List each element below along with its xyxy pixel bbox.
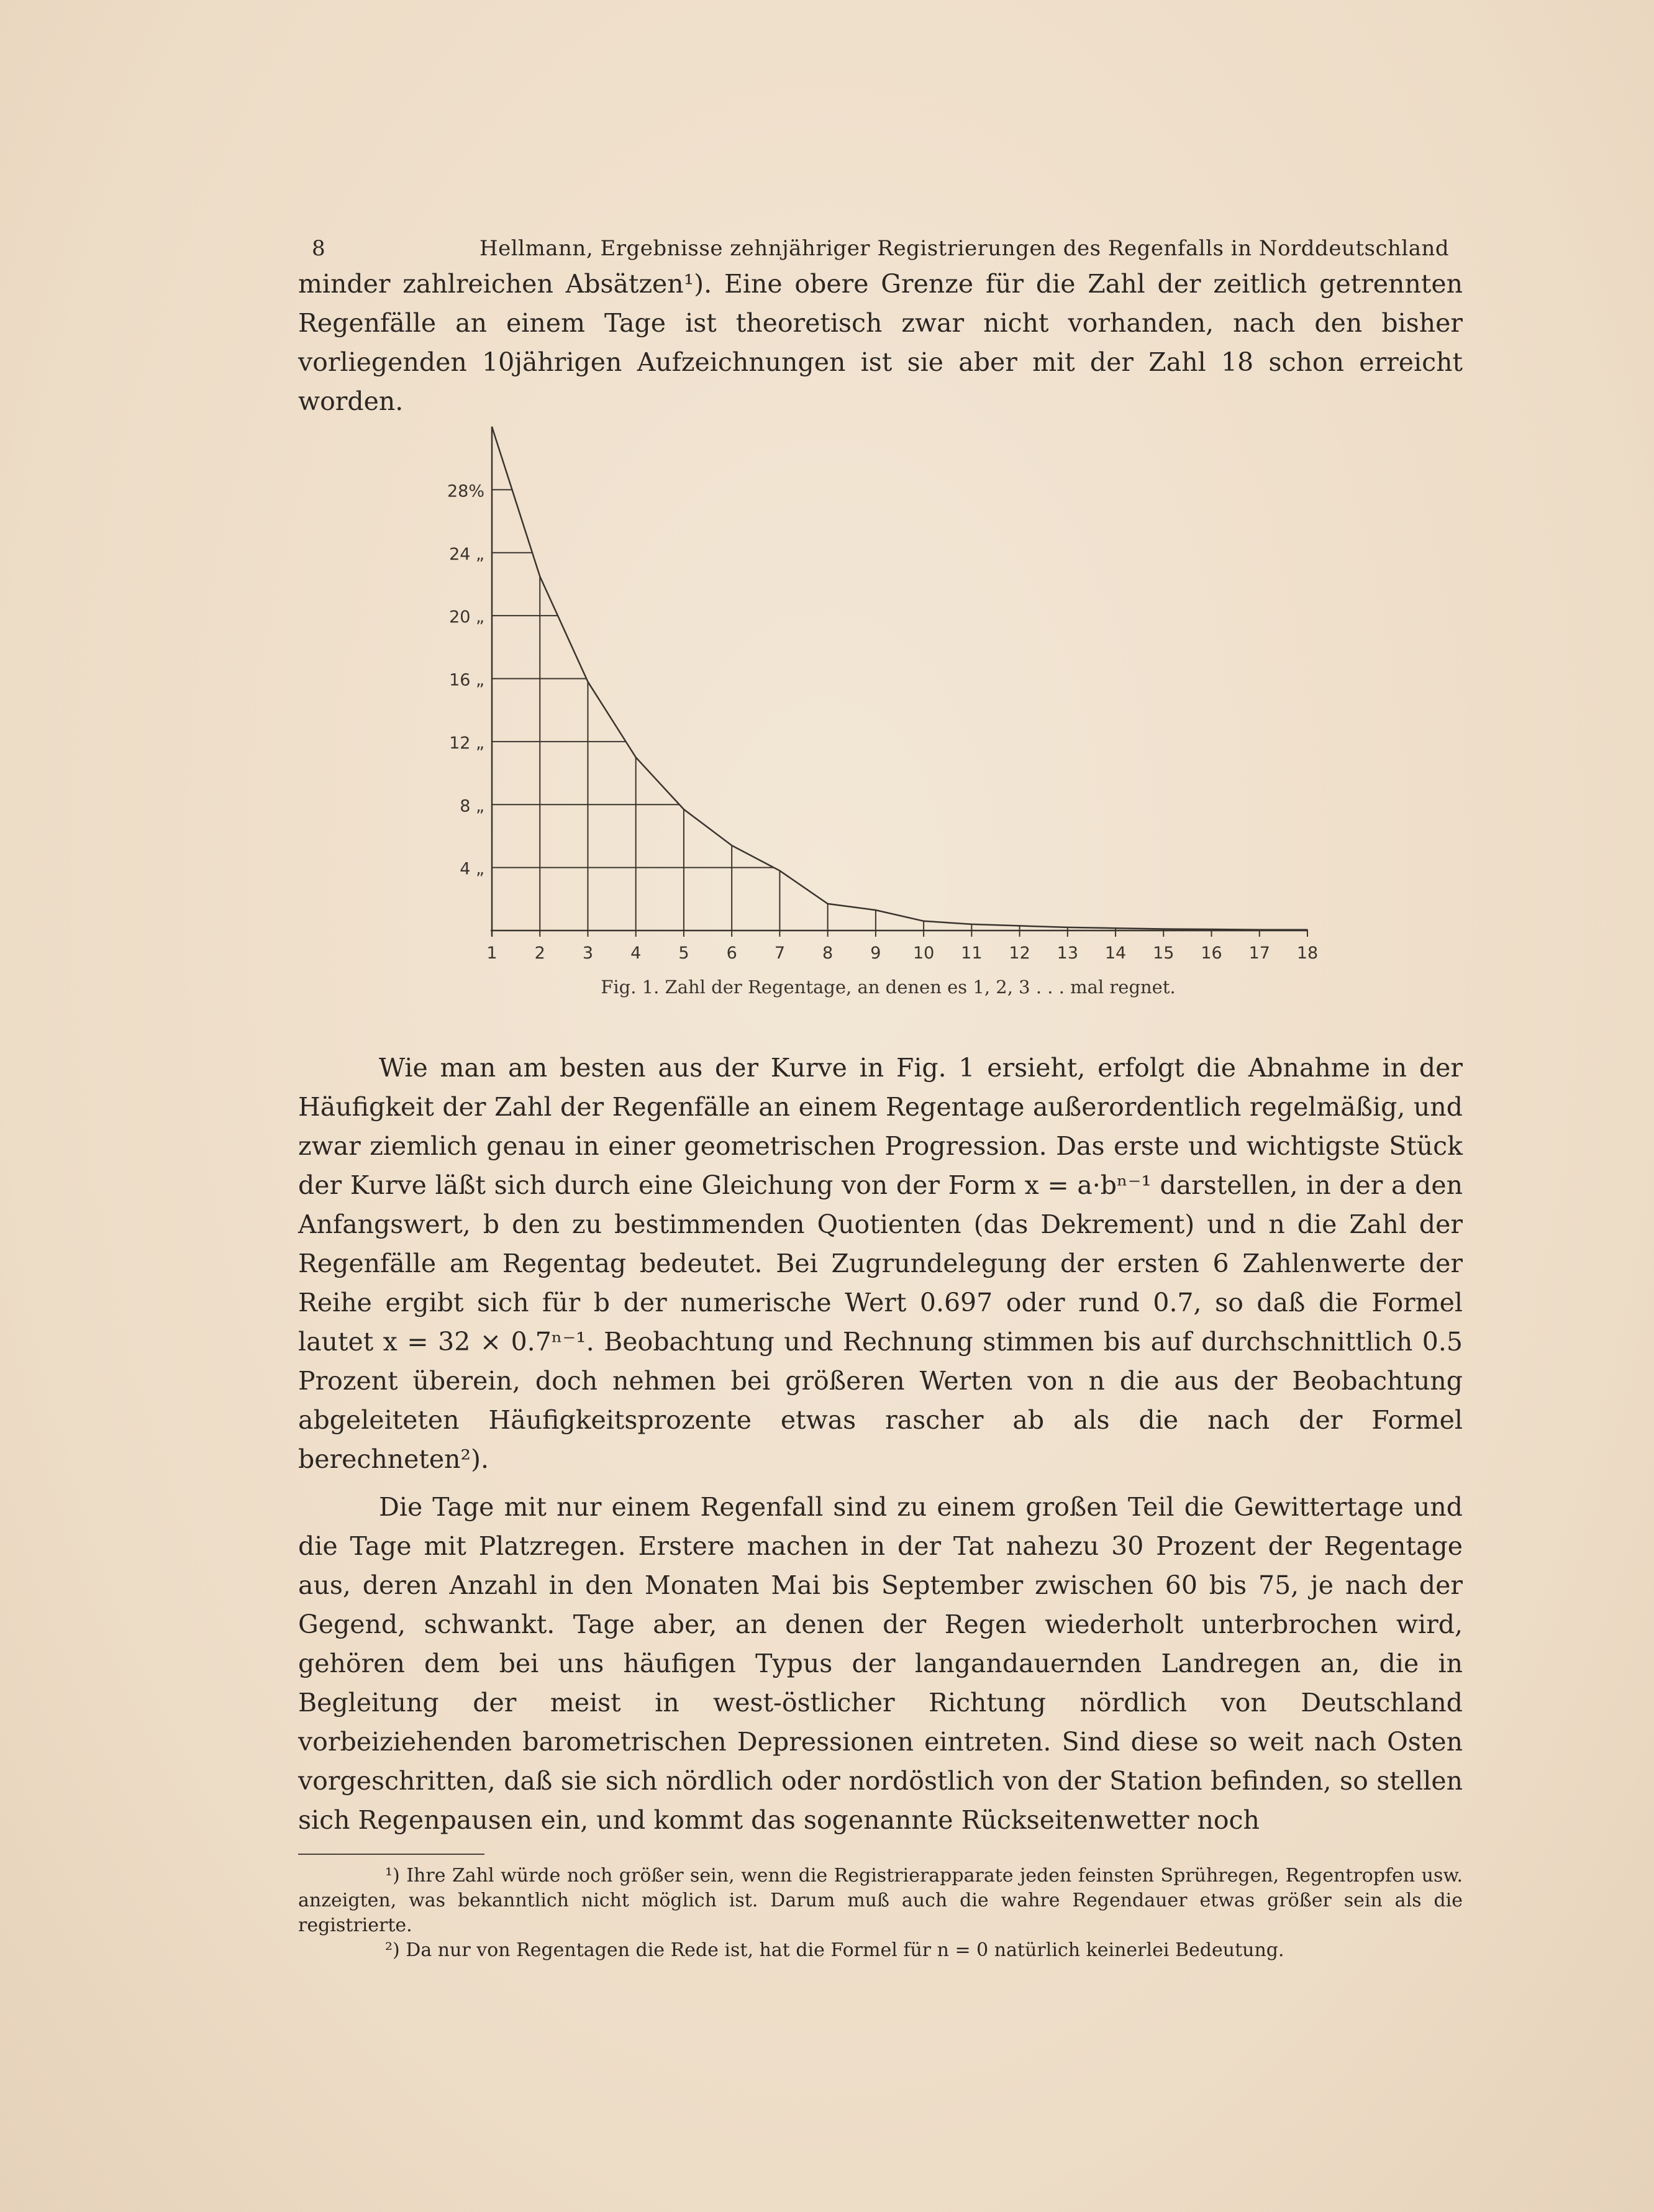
data-point bbox=[491, 426, 493, 427]
x-tick-label: 15 bbox=[1153, 944, 1175, 963]
figure-caption: Fig. 1. Zahl der Regentage, an denen es 1, 2, 3 . . . mal regnet. bbox=[601, 976, 1176, 998]
x-tick-label: 8 bbox=[822, 944, 834, 963]
footnote-2: ²) Da nur von Regentagen die Rede ist, hat die Formel für n = 0 natürlich keinerlei Bedeutung. bbox=[385, 1939, 1284, 1961]
x-tick-label: 17 bbox=[1248, 944, 1270, 963]
data-point bbox=[1163, 929, 1164, 930]
x-tick-label: 3 bbox=[582, 944, 594, 963]
data-point bbox=[1019, 926, 1020, 927]
x-tick-label: 6 bbox=[726, 944, 737, 963]
data-point bbox=[827, 903, 829, 904]
figure-1 bbox=[298, 425, 1463, 1040]
data-point bbox=[588, 681, 589, 683]
data-point bbox=[635, 757, 637, 758]
data-point bbox=[779, 870, 781, 872]
data-point bbox=[1067, 927, 1068, 928]
data-point bbox=[731, 845, 732, 846]
y-tick-label: 20 „ bbox=[449, 608, 484, 627]
data-point bbox=[923, 921, 924, 922]
data-point bbox=[875, 909, 876, 911]
x-tick-label: 14 bbox=[1104, 944, 1127, 963]
x-tick-label: 12 bbox=[1009, 944, 1030, 963]
x-tick-label: 2 bbox=[534, 944, 545, 963]
data-point bbox=[1307, 929, 1308, 931]
y-tick-label: 16 „ bbox=[449, 670, 484, 690]
intro-paragraph: minder zahlreichen Absätzen¹). Eine obere Grenze für die Zahl der zeitlich getrennten Regenfälle an einem Tage ist theoretisch zwar nicht vorhanden, nach den bisher vorliegenden 10jährigen Aufzeichnungen ist sie aber mit der Zahl 18 schon erreicht worden. bbox=[298, 269, 1463, 416]
data-point bbox=[971, 924, 973, 925]
running-title: Hellmann, Ergebnisse zehnjähriger Registrierungen des Regenfalls in Norddeutschland bbox=[479, 236, 1450, 261]
data-point bbox=[1115, 927, 1116, 929]
y-tick-label: 24 „ bbox=[449, 544, 484, 564]
footnote-rule bbox=[298, 1854, 484, 1855]
page-header bbox=[298, 224, 1463, 261]
data-point bbox=[1259, 929, 1260, 931]
x-tick-label: 18 bbox=[1296, 944, 1319, 963]
frequency-curve bbox=[492, 427, 1307, 930]
x-tick-label: 4 bbox=[630, 944, 642, 963]
paragraph-2: Wie man am besten aus der Kurve in Fig. 1 ersieht, erfolgt die Abnahme in der Häufigkeit der Zahl der Regenfälle an einem Regentage außerordentlich regelmäßig, und zwar ziemlich genau in einer geometrischen Progression. Das erste und wichtigste Stück der Kurve läßt sich durch eine Gleichung von der Form x = a·bⁿ⁻¹ darstellen, in der a den Anfangswert, b den zu bestimmenden Quotienten (das Dekrement) und n die Zahl der Regenfälle am Regentag bedeutet. Bei Zugrundelegung der ersten 6 Zahlenwerte der Reihe ergibt sich für b der numerische Wert 0.697 oder rund 0.7, so daß die Formel lautet x = 32 × 0.7ⁿ⁻¹. Beobachtung und Rechnung stimmen bis auf durchschnittlich 0.5 Prozent überein, doch nehmen bei größeren Werten von n die aus der Beobachtung abgeleiteten Häufigkeitsprozente etwas rascher ab als die nach der Formel berechneten²). bbox=[298, 1053, 1463, 1474]
rain-frequency-chart bbox=[298, 425, 1463, 1040]
footnotes bbox=[298, 1864, 1463, 1963]
x-tick-label: 5 bbox=[678, 944, 689, 963]
paragraph-3: Die Tage mit nur einem Regenfall sind zu einem großen Teil die Gewittertage und die Tage mit Platzregen. Erstere machen in der Tat nahezu 30 Prozent der Regentage aus, deren Anzahl in den Monaten Mai bis September zwischen 60 bis 75, je nach der Gegend, schwankt. Tage aber, an denen der Regen wiederholt unterbrochen wird, gehören dem bei uns häufigen Typus der langandauernden Landregen an, die in Begleitung der meist in west-östlicher Richtung nördlich von Deutschland vorbeiziehenden barometrischen Depressionen eintreten. Sind diese so weit nach Osten vorgeschritten, daß sie sich nördlich oder nordöstlich von der Station befinden, so stellen sich Regenpausen ein, und kommt das sogenannte Rückseitenwetter noch bbox=[298, 1492, 1463, 1835]
x-tick-label: 1 bbox=[486, 944, 498, 963]
x-tick-label: 16 bbox=[1201, 944, 1222, 963]
data-point bbox=[683, 809, 684, 810]
x-tick-label: 11 bbox=[961, 944, 983, 963]
x-tick-label: 9 bbox=[870, 944, 881, 963]
x-tick-label: 7 bbox=[774, 944, 786, 963]
page bbox=[298, 224, 1463, 1963]
footnote-1: ¹) Ihre Zahl würde noch größer sein, wenn die Registrierapparate jeden feinsten Sprühregen, Regentropfen usw. anzeigten, was bekanntlich nicht möglich ist. Darum muß auch die wahre Regendauer etwas größer sein als die registrierte. bbox=[298, 1865, 1463, 1936]
y-tick-label: 28% bbox=[447, 481, 484, 501]
y-tick-label: 12 „ bbox=[449, 733, 484, 753]
y-tick-label: 4 „ bbox=[460, 859, 484, 879]
page-number: 8 bbox=[312, 236, 326, 261]
data-point bbox=[539, 576, 540, 577]
x-tick-label: 13 bbox=[1056, 944, 1079, 963]
x-tick-label: 10 bbox=[912, 944, 935, 963]
y-tick-label: 8 „ bbox=[460, 796, 484, 816]
data-point bbox=[1211, 929, 1212, 930]
